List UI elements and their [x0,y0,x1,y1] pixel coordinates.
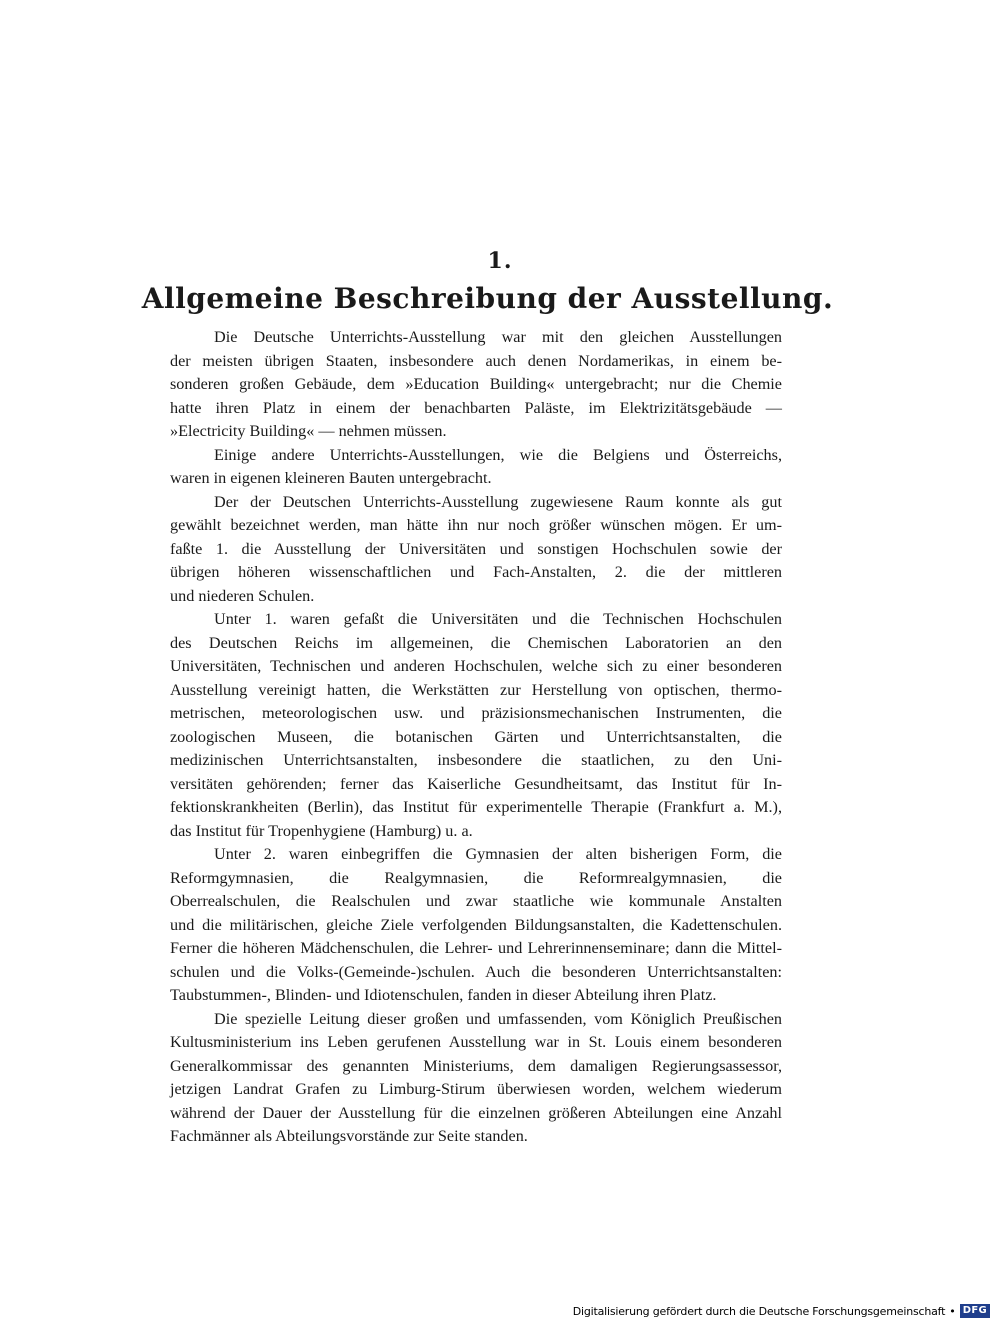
text-line: »Electricity Building« — nehmen müssen. [170,422,447,440]
text-line: hatte ihren Platz in einem der benachbarten Paläste, im Elektrizitätsgebäude — [170,398,782,417]
text-line: Der der Deutschen Unterrichts-Ausstellung zugewiesene Raum konnte als gut [214,492,782,511]
text-line: zoologischen Museen, die botanischen Gärten und Unterrichtsanstalten, die [170,727,782,746]
text-line: Unter 1. waren gefaßt die Universitäten und die Technischen Hochschulen [214,610,782,628]
text-line: und die militärischen, gleiche Ziele verfolgenden Bildungsanstalten, die Kadettenschulen. [170,915,782,934]
footer-separator: • [949,1304,956,1318]
text-line: Die Deutsche Unterrichts-Ausstellung war mit den gleichen Ausstellungen [214,328,782,346]
text-line: Fachmänner als Abteilungsvorstände zur Seite standen. [170,1127,528,1145]
footer-credit: Digitalisierung gefördert durch die Deutsche Forschungsgemeinschaft [572,1304,946,1318]
text-line: jetzigen Landrat Grafen zu Limburg-Stirum überwiesen worden, welchem wiederum [170,1080,782,1098]
text-line: fektionskrankheiten (Berlin), das Institut für experimentelle Therapie (Frankfurt a. M.), [170,798,782,816]
text-line: das Institut für Tropenhygiene (Hamburg) u. a. [170,821,473,840]
text-line: und niederen Schulen. [170,586,315,605]
text-line: Die spezielle Leitung dieser großen und umfassenden, vom Königlich Preußischen [214,1009,782,1028]
text-line: versitäten gehörenden; ferner das Kaiserliche Gesundheitsamt, das Institut für In- [170,774,782,793]
footer [573,1304,990,1318]
text-line: der meisten übrigen Staaten, insbesondere auch denen Nordamerikas, in einem be- [170,351,782,370]
text-line: Oberrealschulen, die Realschulen und zwar staatliche wie kommunale Anstalten [170,892,782,910]
text-line: Kultusministerium ins Leben gerufenen Ausstellung war in St. Louis einem besonderen [170,1033,782,1051]
text-line: waren in eigenen kleineren Bauten untergebracht. [170,469,492,487]
body-text [170,326,782,1149]
chapter-title: Allgemeine Beschreibung der Ausstellung. [141,282,834,315]
text-line: des Deutschen Reichs im allgemeinen, die Chemischen Laboratorien an den [170,633,782,652]
text-line: übrigen höheren wissenschaftlichen und Fach-Anstalten, 2. die der mittleren [170,563,782,581]
text-line: metrischen, meteorologischen usw. und präzisionsmechanischen Instrumenten, die [170,704,782,722]
text-line: faßte 1. die Ausstellung der Universitäten und sonstigen Hochschulen sowie der [170,539,782,558]
chapter-number: 1. [487,248,513,274]
text-line: Ferner die höheren Mädchenschulen, die Lehrer- und Lehrerinnenseminare; dann die Mittel- [170,939,782,957]
text-line: sonderen großen Gebäude, dem »Education Building« untergebracht; nur die Chemie [170,375,782,393]
text-line: Taubstummen-, Blinden- und Idiotenschulen, fanden in dieser Abteilung ihren Platz. [170,986,717,1004]
text-line: Reformgymnasien, die Realgymnasien, die Reformrealgymnasien, die [170,868,782,887]
text-line: schulen und die Volks-(Gemeinde-)schulen. Auch die besonderen Unterrichtsanstalten: [170,962,782,981]
text-line: medizinischen Unterrichtsanstalten, insbesondere die staatlichen, zu den Uni- [170,751,782,769]
text-line: Universitäten, Technischen und anderen Hochschulen, welche sich zu einer besonderen [170,657,782,675]
text-line: gewählt bezeichnet werden, man hätte ihn nur noch größer wünschen mögen. Er um- [170,516,782,534]
text-line: Generalkommissar des genannten Ministeriums, dem damaligen Regierungsassessor, [170,1056,782,1075]
text-line: Ausstellung vereinigt hatten, die Werkstätten zur Herstellung von optischen, thermo- [170,680,782,699]
text-line: Unter 2. waren einbegriffen die Gymnasien der alten bisherigen Form, die [214,845,782,863]
text-line: Einige andere Unterrichts-Ausstellungen, wie die Belgiens und Österreichs, [214,445,782,464]
dfg-logo: DFG [960,1304,990,1318]
text-line: während der Dauer der Ausstellung für die einzelnen größeren Abteilungen eine Anzahl [170,1103,782,1122]
